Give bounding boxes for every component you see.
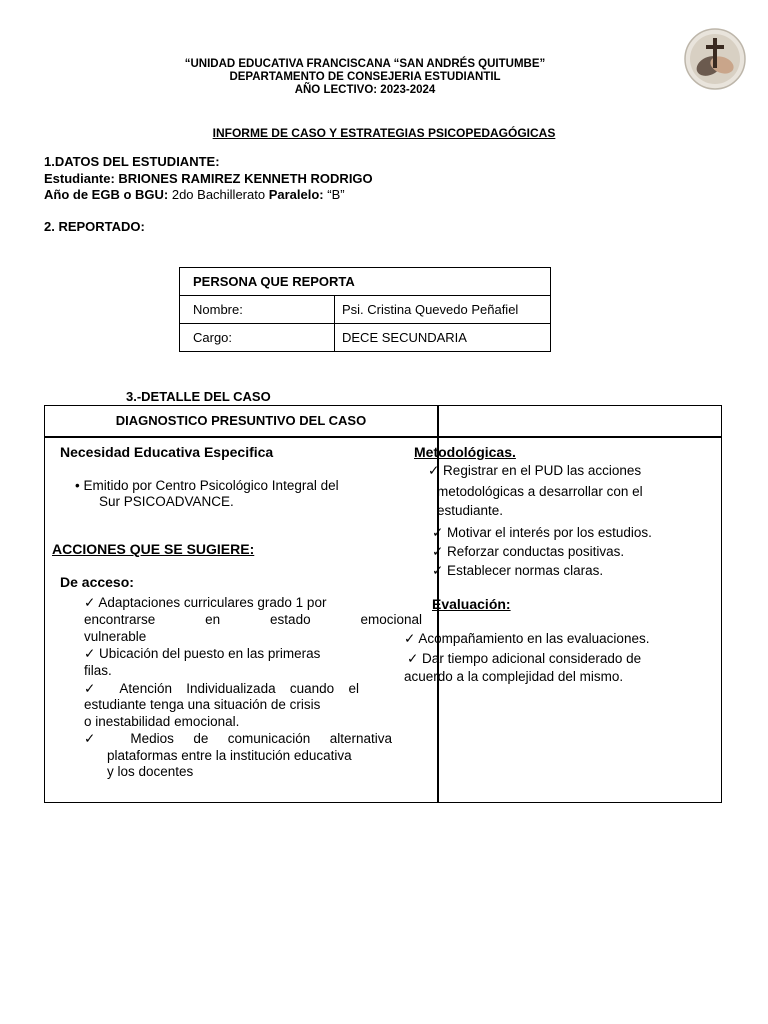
eval-2b: acuerdo a la complejidad del mismo. bbox=[404, 669, 624, 684]
eval-1: ✓ Acompañamiento en las evaluaciones. bbox=[404, 631, 650, 646]
reporter-name-label: Nombre: bbox=[180, 296, 335, 324]
access-4a: ✓ Medios de comunicación alternativa bbox=[84, 731, 392, 746]
method-3: ✓ Reforzar conductas positivas. bbox=[432, 544, 625, 559]
case-detail-table bbox=[44, 405, 722, 803]
school-year: AÑO LECTIVO: 2023-2024 bbox=[294, 84, 436, 96]
grade-value: 2do Bachillerato bbox=[171, 187, 266, 202]
access-3c: o inestabilidad emocional. bbox=[84, 714, 240, 729]
nee-bullet-cont: Sur PSICOADVANCE. bbox=[99, 494, 234, 509]
eval-2a: ✓ Dar tiempo adicional considerado de bbox=[407, 651, 642, 666]
diagnosis-header: DIAGNOSTICO PRESUNTIVO DEL CASO bbox=[115, 413, 367, 428]
school-name: “UNIDAD EDUCATIVA FRANCISCANA “SAN ANDRÉS QUITUMBE” bbox=[184, 58, 546, 70]
grade-line bbox=[44, 187, 345, 202]
access-1c: vulnerable bbox=[84, 629, 147, 644]
method-1c: estudiante. bbox=[437, 503, 504, 518]
student-name: BRIONES RAMIREZ KENNETH RODRIGO bbox=[118, 171, 373, 186]
method-1a: ✓ Registrar en el PUD las acciones bbox=[428, 463, 642, 478]
method-4: ✓ Establecer normas claras. bbox=[432, 563, 604, 578]
reporter-table bbox=[179, 267, 551, 352]
section2-heading: 2. REPORTADO: bbox=[44, 219, 145, 234]
student-label: Estudiante: bbox=[44, 171, 115, 186]
department-name: DEPARTAMENTO DE CONSEJERIA ESTUDIANTIL bbox=[229, 71, 501, 83]
grade-label: Año de EGB o BGU: bbox=[44, 187, 169, 202]
school-seal-logo bbox=[684, 28, 746, 90]
reporter-name-value: Psi. Cristina Quevedo Peñafiel bbox=[335, 296, 551, 324]
section3-heading: 3.-DETALLE DEL CASO bbox=[126, 389, 271, 404]
parallel-value: “B” bbox=[327, 187, 345, 202]
access-2b: filas. bbox=[84, 663, 112, 678]
report-title: INFORME DE CASO Y ESTRATEGIAS PSICOPEDAGÓGICAS bbox=[212, 126, 556, 140]
parallel-label: Paralelo: bbox=[268, 187, 324, 202]
section1-heading: 1.DATOS DEL ESTUDIANTE: bbox=[44, 154, 220, 169]
student-line bbox=[44, 171, 373, 186]
header-divider bbox=[45, 436, 721, 438]
access-4b: plataformas entre la institución educativa bbox=[107, 748, 352, 763]
access-title: De acceso: bbox=[60, 574, 134, 590]
eval-title: Evaluación: bbox=[432, 596, 511, 612]
actions-title: ACCIONES QUE SE SUGIERE: bbox=[52, 541, 255, 557]
nee-bullet: • Emitido por Centro Psicológico Integral del bbox=[75, 478, 339, 493]
method-title: Metodológicas. bbox=[414, 444, 516, 460]
method-2: ✓ Motivar el interés por los estudios. bbox=[432, 525, 652, 540]
access-2a: ✓ Ubicación del puesto en las primeras bbox=[84, 646, 321, 661]
access-1a: ✓ Adaptaciones curriculares grado 1 por bbox=[84, 595, 327, 610]
access-1b: encontrarse en estado emocional bbox=[84, 612, 422, 627]
method-1b: metodológicas a desarrollar con el bbox=[437, 484, 643, 499]
access-3a: ✓ Atención Individualizada cuando el bbox=[84, 681, 359, 696]
reporter-table-header: PERSONA QUE REPORTA bbox=[180, 268, 551, 296]
nee-title: Necesidad Educativa Especifica bbox=[60, 444, 274, 460]
reporter-role-value: DECE SECUNDARIA bbox=[335, 324, 551, 352]
access-3b: estudiante tenga una situación de crisis bbox=[84, 697, 321, 712]
reporter-role-label: Cargo: bbox=[180, 324, 335, 352]
access-4c: y los docentes bbox=[107, 764, 194, 779]
